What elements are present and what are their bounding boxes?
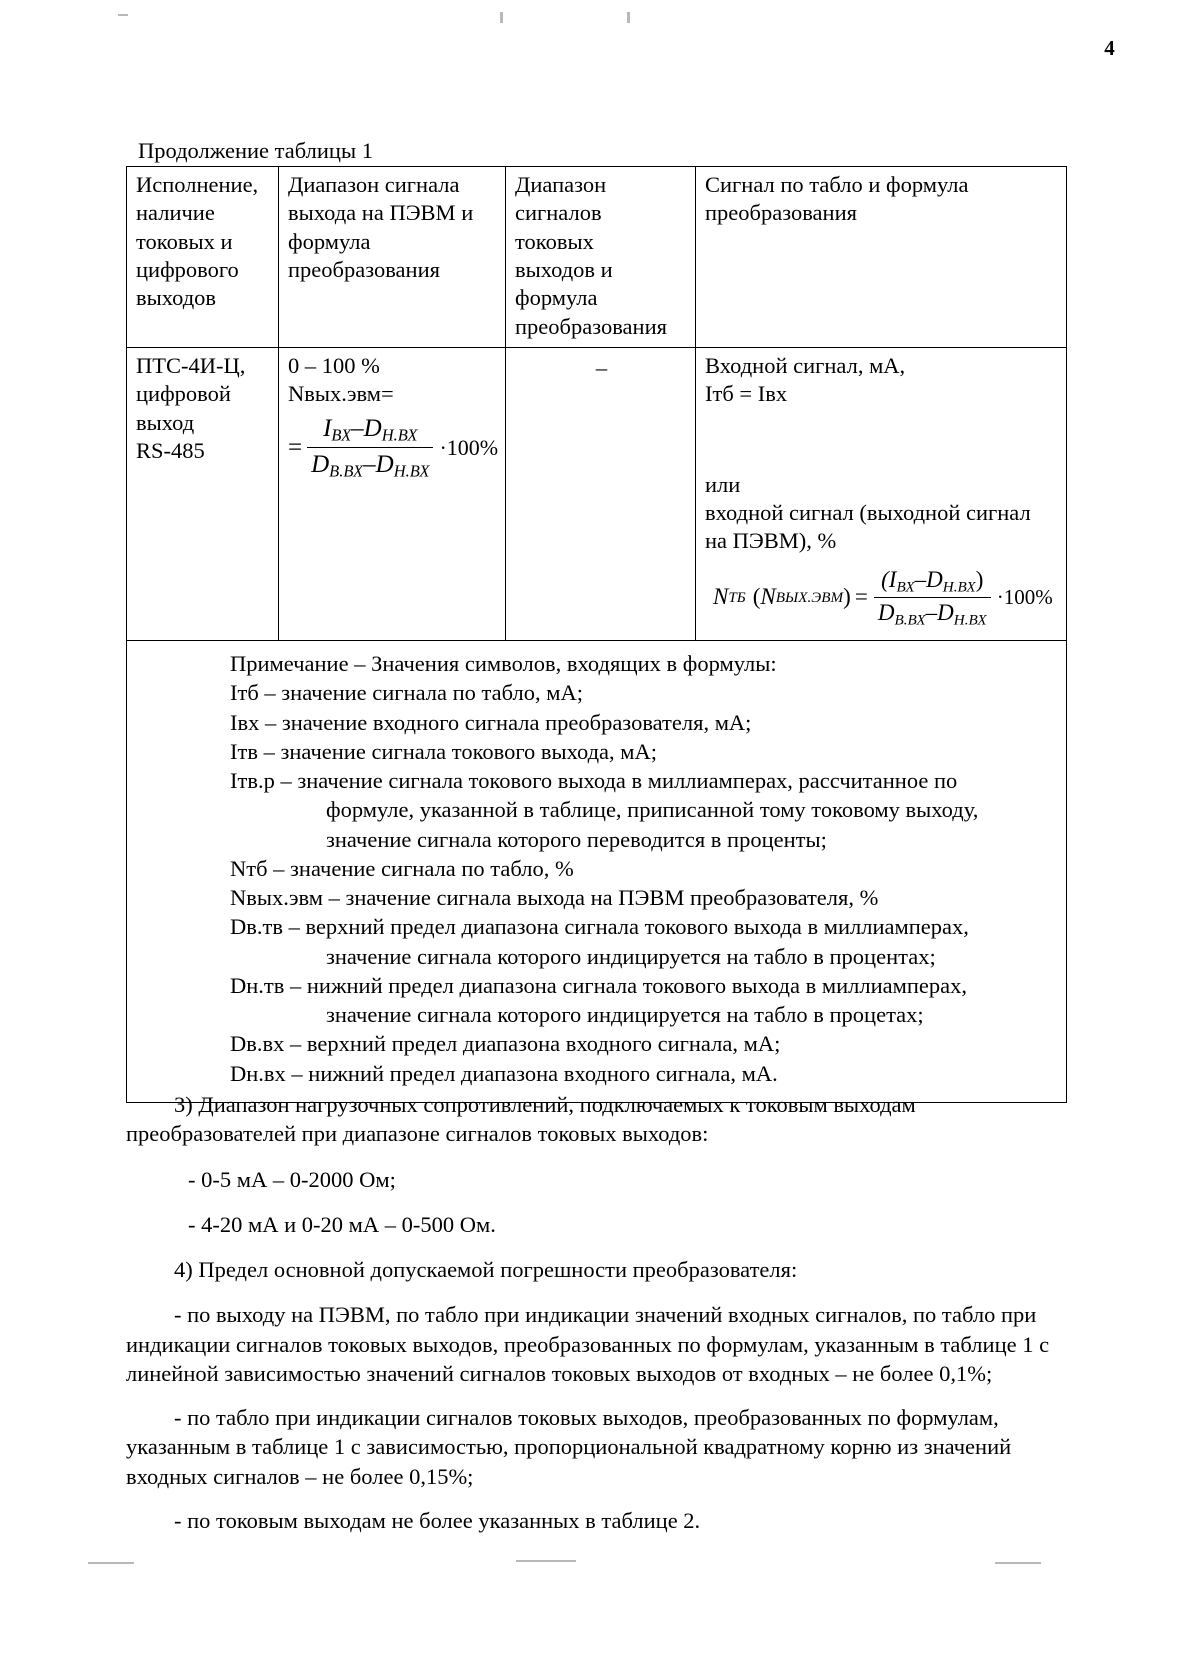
display-signal-line: Входной сигнал, мА, — [705, 353, 906, 379]
paragraph-error-current-outputs: - по токовым выходам не более указанных в таблице 2. — [174, 1507, 701, 1533]
scan-artifact-bottom-left — [88, 1562, 134, 1564]
header-line: формула — [288, 228, 371, 254]
paragraph-error-linear: - по выходу на ПЭВМ, по табло при индикации значений входных сигналов, по табло при индикации сигналов токовых выходов, преобразованных по формулам, указанным в таблице 1 с линейной зависимостью значений сигналов токовых выходов от входных – не более 0,1%; — [126, 1302, 1050, 1386]
header-line: Сигнал по табло и формула — [705, 172, 969, 197]
scan-artifact-top-right — [627, 12, 630, 23]
header-line: Диапазон сигнала — [288, 172, 460, 197]
header-line: преобразования — [288, 257, 440, 283]
scan-artifact-bottom-center — [516, 1560, 576, 1562]
table-header-row — [127, 167, 1067, 348]
header-cell-execution — [127, 167, 279, 348]
cell-display-signal-formula — [696, 348, 1067, 641]
fraction-numerator: $(I_{ВХ}-D_{Н.ВХ})$ — [874, 566, 991, 598]
note-cell — [127, 641, 1067, 1103]
header-line: преобразования — [705, 200, 857, 226]
display-signal-line: входной сигнал (выходной сигнал — [705, 500, 1031, 526]
note-line: Nвых.эвм – значение сигнала выхода на ПЭВМ преобразователя, % — [230, 885, 879, 911]
display-signal-equation-simple: Iтб = Iвх — [705, 381, 788, 407]
header-line: токовых — [515, 228, 594, 254]
scan-artifact-top-left — [118, 14, 128, 16]
fraction — [874, 566, 991, 630]
note-line: Iтб – значение сигнала по табло, мА; — [230, 680, 583, 706]
list-item-range-0-5ma: - 0-5 мА – 0-2000 Ом; — [188, 1166, 396, 1192]
header-line: преобразования — [515, 313, 667, 339]
note-line: Iтв – значение сигнала токового выхода, мА; — [230, 738, 658, 764]
list-item-range-4-20ma: - 4-20 мА и 0-20 мА – 0-500 Ом. — [188, 1211, 496, 1237]
header-line: формула — [515, 285, 598, 311]
pc-output-label: Nвых.эвм= — [288, 381, 394, 407]
paragraph-load-resistance: 3) Диапазон нагрузочных сопротивлений, подключаемых к токовым выходам преобразователей при диапазоне сигналов токовых выходов: — [126, 1092, 916, 1147]
note-line: Dв.тв – верхний предел диапазона сигнала токового выхода в миллиамперах, — [230, 914, 969, 940]
header-line: выходов — [136, 285, 217, 311]
note-line: Nтб – значение сигнала по табло, % — [230, 855, 574, 881]
fraction-numerator: $I_{ВХ}-D_{Н.ВХ}$ — [307, 413, 433, 448]
note-line: формуле, указанной в таблице, приписанной тому токовому выходу, — [326, 797, 979, 823]
note-title: Примечание – Значения символов, входящих в формулы: — [230, 651, 777, 677]
paragraph-error-sqrt: - по табло при индикации сигналов токовых выходов, преобразованных по формулам, указанным в таблице 1 с зависимостью, пропорциональной квадратному корню из значений входных сигналов – не более 0,15%; — [126, 1405, 1012, 1489]
header-line: цифрового — [136, 257, 239, 283]
header-line: выходов и — [515, 257, 613, 283]
equals-sign: = — [288, 433, 303, 461]
body-text — [126, 1090, 1066, 1551]
scan-artifact-top-center — [500, 12, 503, 23]
fraction-denominator: $D_{В.ВХ}-D_{Н.ВХ}$ — [877, 600, 987, 629]
scan-artifact-bottom-right — [995, 1562, 1041, 1564]
header-line: сигналов — [515, 200, 602, 226]
fraction-denominator: $D_{В.ВХ}-D_{Н.ВХ}$ — [311, 451, 430, 481]
header-line: токовых и — [136, 228, 233, 254]
note-line: значение сигнала которого индицируется на табло в процентах; — [326, 943, 936, 969]
display-signal-equation: N ТБ ( N ВЫХ.ЭВМ ) = $\frac{(I_{ВХ}-D_{Н.ВХ})}{D_{В.ВХ}-D_{Н.ВХ}}$ ·100% — [713, 566, 1053, 629]
note-line: значение сигнала которого индицируется на табло в процетах; — [326, 1002, 924, 1028]
note-line: Dн.тв – нижний предел диапазона сигнала токового выхода в миллиамперах, — [230, 972, 967, 998]
header-cell-display-signal — [696, 167, 1067, 348]
cell-pc-output-formula — [279, 348, 506, 641]
table-caption: Продолжение таблицы 1 — [138, 138, 373, 163]
table-row — [127, 348, 1067, 641]
cell-current-output-range: – — [506, 348, 696, 641]
model-line: цифровой — [136, 381, 231, 407]
pc-output-range: 0 – 100 % — [288, 353, 380, 379]
vertical-spacer — [705, 409, 1059, 471]
note-line: Iвх – значение входного сигнала преобразователя, мА; — [230, 709, 752, 735]
header-cell-current-output-range — [506, 167, 696, 348]
note-line: Iтв.р – значение сигнала токового выхода в миллиамперах, рассчитанное по — [230, 768, 958, 794]
display-signal-line: на ПЭВМ), % — [705, 528, 837, 554]
header-line: наличие — [136, 200, 215, 226]
fraction — [307, 413, 433, 483]
note-line: Dв.вх – верхний предел диапазона входного сигнала, мА; — [230, 1031, 781, 1057]
header-line: выхода на ПЭВМ и — [288, 200, 474, 226]
note-line: значение сигнала которого переводится в проценты; — [326, 826, 827, 852]
formula-multiplier: ·100% — [996, 585, 1053, 610]
pc-output-equation — [288, 413, 498, 483]
header-line: Исполнение, — [136, 172, 259, 197]
model-line: ПТС-4И-Ц, — [136, 353, 246, 379]
header-cell-pc-output-range — [279, 167, 506, 348]
model-line: выход — [136, 409, 195, 435]
paragraph-error-limit-heading: 4) Предел основной допускаемой погрешности преобразователя: — [174, 1257, 798, 1282]
or-separator: или — [705, 471, 741, 497]
note-line: Dн.вх – нижний предел диапазона входного сигнала, мА. — [230, 1060, 778, 1086]
formula-multiplier: ·100% — [439, 434, 499, 460]
page-number: 4 — [1104, 36, 1115, 60]
table-note-row — [127, 641, 1067, 1103]
model-line: RS-485 — [136, 438, 205, 464]
specification-table — [126, 166, 1067, 1103]
cell-model-designation — [127, 348, 279, 641]
header-line: Диапазон — [515, 172, 607, 197]
